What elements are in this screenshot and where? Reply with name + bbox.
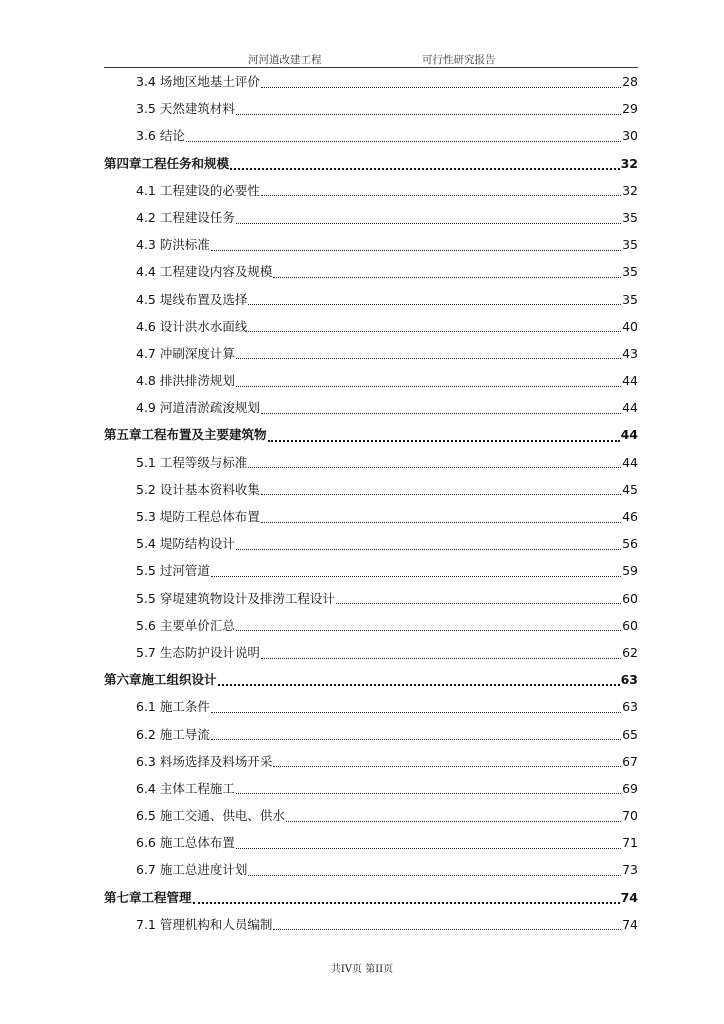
toc-section-entry[interactable] — [104, 639, 638, 666]
toc-entry-page-number: 59 — [622, 563, 638, 579]
toc-section-entry[interactable] — [104, 802, 638, 829]
toc-section-entry[interactable] — [104, 721, 638, 748]
dot-leader — [230, 167, 620, 170]
toc-entry-title: 3.4 场地区地基土评价 — [136, 74, 260, 89]
toc-section-entry[interactable] — [104, 530, 638, 557]
dot-leader — [261, 657, 621, 659]
dot-leader — [273, 928, 621, 930]
toc-entry-page-number: 70 — [622, 808, 638, 824]
toc-entry-title: 4.4 工程建设内容及规模 — [136, 264, 273, 280]
toc-section-entry[interactable] — [104, 367, 638, 394]
toc-section-entry[interactable] — [104, 503, 638, 530]
toc-entry-title: 第五章工程布置及主要建筑物 — [104, 427, 267, 443]
toc-entry-page-number: 73 — [622, 862, 638, 878]
dot-leader — [236, 629, 621, 631]
toc-entry-title: 6.6 施工总体布置 — [136, 835, 235, 851]
toc-entry-title: 3.6 结论 — [136, 128, 185, 144]
toc-entry-title: 4.9 河道清淤疏浚规划 — [136, 400, 260, 416]
toc-entry-page-number: 46 — [622, 509, 638, 524]
dot-leader — [336, 602, 621, 604]
toc-chapter-entry[interactable] — [104, 666, 638, 693]
toc-section-entry[interactable] — [104, 856, 638, 883]
toc-entry-page-number: 44 — [622, 454, 638, 470]
toc-section-entry[interactable] — [104, 748, 638, 775]
toc-section-entry[interactable] — [104, 612, 638, 639]
toc-entry-page-number: 43 — [622, 345, 638, 361]
page-footer: 共IV页 第II页 — [330, 964, 394, 975]
dot-leader — [236, 357, 621, 359]
dot-leader — [248, 466, 621, 468]
toc-entry-page-number: 30 — [622, 128, 638, 144]
toc-entry-title: 6.1 施工条件 — [136, 699, 210, 715]
toc-entry-page-number: 40 — [622, 318, 638, 334]
toc-section-entry[interactable] — [104, 231, 638, 258]
toc-entry-title: 6.2 施工导流 — [136, 726, 210, 742]
toc-entry-title: 6.3 料场选择及料场开采 — [136, 753, 273, 769]
toc-section-entry[interactable] — [104, 177, 638, 204]
toc-section-entry[interactable] — [104, 122, 638, 149]
header-project-title: 河河道改建工程 — [248, 54, 322, 66]
dot-leader — [273, 276, 621, 278]
dot-leader — [236, 548, 621, 550]
toc-entry-title: 4.5 堤线布置及选择 — [136, 291, 248, 307]
dot-leader — [286, 820, 621, 822]
toc-entry-title: 5.5 穿堤建筑物设计及排涝工程设计 — [136, 590, 335, 606]
toc-section-entry[interactable] — [104, 693, 638, 720]
dot-leader — [236, 385, 621, 387]
toc-entry-page-number: 71 — [622, 835, 638, 851]
toc-section-entry[interactable] — [104, 557, 638, 584]
page-header — [104, 49, 638, 68]
toc-entry-title: 5.3 堤防工程总体布置 — [136, 509, 260, 524]
toc-entry-page-number: 74 — [622, 916, 638, 932]
dot-leader — [236, 222, 621, 224]
toc-section-entry[interactable] — [104, 258, 638, 285]
dot-leader — [218, 683, 620, 686]
dot-leader — [248, 874, 621, 876]
toc-entry-title: 第七章工程管理 — [104, 889, 192, 905]
toc-entry-title: 5.1 工程等级与标准 — [136, 454, 248, 470]
toc-entry-title: 5.2 设计基本资料收集 — [136, 481, 260, 497]
toc-entry-page-number: 60 — [622, 590, 638, 606]
toc-entry-title: 4.8 排洪排涝规划 — [136, 373, 235, 389]
dot-leader — [248, 330, 621, 332]
toc-entry-page-number: 45 — [622, 481, 638, 497]
toc-entry-title: 5.6 主要单价汇总 — [136, 617, 235, 633]
toc-section-entry[interactable] — [104, 775, 638, 802]
toc-entry-title: 5.4 堤防结构设计 — [136, 536, 235, 552]
toc-entry-page-number: 62 — [622, 644, 638, 660]
toc-entry-page-number: 67 — [622, 753, 638, 769]
toc-chapter-entry[interactable] — [104, 884, 638, 911]
dot-leader — [236, 847, 621, 849]
dot-leader — [193, 901, 620, 904]
toc-entry-page-number: 44 — [620, 427, 638, 443]
toc-entry-title: 6.7 施工总进度计划 — [136, 862, 248, 878]
toc-section-entry[interactable] — [104, 340, 638, 367]
dot-leader — [273, 765, 621, 767]
toc-section-entry[interactable] — [104, 95, 638, 122]
table-of-contents — [104, 68, 638, 938]
dot-leader — [211, 575, 621, 577]
toc-entry-title: 4.2 工程建设任务 — [136, 209, 235, 225]
toc-entry-page-number: 44 — [622, 400, 638, 416]
toc-section-entry[interactable] — [104, 394, 638, 421]
toc-entry-page-number: 65 — [622, 726, 638, 742]
toc-entry-page-number: 56 — [622, 536, 638, 552]
dot-leader — [248, 303, 621, 305]
toc-entry-page-number: 60 — [622, 617, 638, 633]
toc-entry-title: 4.7 冲刷深度计算 — [136, 345, 235, 361]
toc-section-entry[interactable] — [104, 313, 638, 340]
toc-entry-title: 6.5 施工交通、供电、供水 — [136, 808, 285, 824]
toc-section-entry[interactable] — [104, 829, 638, 856]
dot-leader — [236, 792, 621, 794]
toc-entry-title: 6.4 主体工程施工 — [136, 780, 235, 796]
dot-leader — [211, 738, 621, 740]
toc-section-entry[interactable] — [104, 476, 638, 503]
toc-entry-page-number: 44 — [622, 373, 638, 389]
toc-entry-title: 第六章施工组织设计 — [104, 672, 217, 688]
toc-section-entry[interactable] — [104, 286, 638, 313]
toc-entry-title: 4.3 防洪标准 — [136, 237, 210, 253]
dot-leader — [211, 249, 621, 251]
dot-leader — [261, 521, 621, 523]
toc-entry-title: 7.1 管理机构和人员编制 — [136, 916, 273, 932]
dot-leader — [211, 711, 621, 713]
toc-section-entry[interactable] — [104, 68, 638, 95]
dot-leader — [236, 113, 621, 115]
toc-entry-title: 4.6 设计洪水水面线 — [136, 318, 248, 334]
toc-entry-page-number: 63 — [622, 699, 638, 715]
dot-leader — [261, 493, 621, 495]
toc-section-entry[interactable] — [104, 204, 638, 231]
toc-entry-page-number: 35 — [622, 291, 638, 307]
toc-entry-page-number: 32 — [622, 182, 638, 198]
toc-entry-page-number: 69 — [622, 780, 638, 796]
toc-entry-title: 4.1 工程建设的必要性 — [136, 182, 260, 198]
toc-section-entry[interactable] — [104, 585, 638, 612]
toc-section-entry[interactable] — [104, 449, 638, 476]
dot-leader — [261, 412, 621, 414]
toc-entry-page-number: 63 — [620, 672, 638, 688]
toc-entry-page-number: 74 — [620, 889, 638, 905]
toc-entry-page-number: 28 — [622, 74, 638, 89]
toc-entry-page-number: 35 — [622, 209, 638, 225]
toc-section-entry[interactable] — [104, 911, 638, 938]
toc-entry-title: 5.7 生态防护设计说明 — [136, 644, 260, 660]
toc-chapter-entry[interactable] — [104, 150, 638, 177]
toc-entry-title: 5.5 过河管道 — [136, 563, 210, 579]
toc-entry-title: 3.5 天然建筑材料 — [136, 101, 235, 117]
toc-entry-page-number: 29 — [622, 101, 638, 117]
toc-entry-page-number: 35 — [622, 237, 638, 253]
toc-entry-page-number: 32 — [620, 155, 638, 171]
dot-leader — [261, 86, 621, 88]
dot-leader — [261, 194, 621, 196]
header-report-title: 可行性研究报告 — [422, 54, 496, 66]
toc-entry-title: 第四章工程任务和规模 — [104, 155, 230, 171]
toc-chapter-entry[interactable] — [104, 421, 638, 448]
dot-leader — [186, 140, 621, 142]
toc-entry-page-number: 35 — [622, 264, 638, 280]
dot-leader — [268, 439, 620, 442]
